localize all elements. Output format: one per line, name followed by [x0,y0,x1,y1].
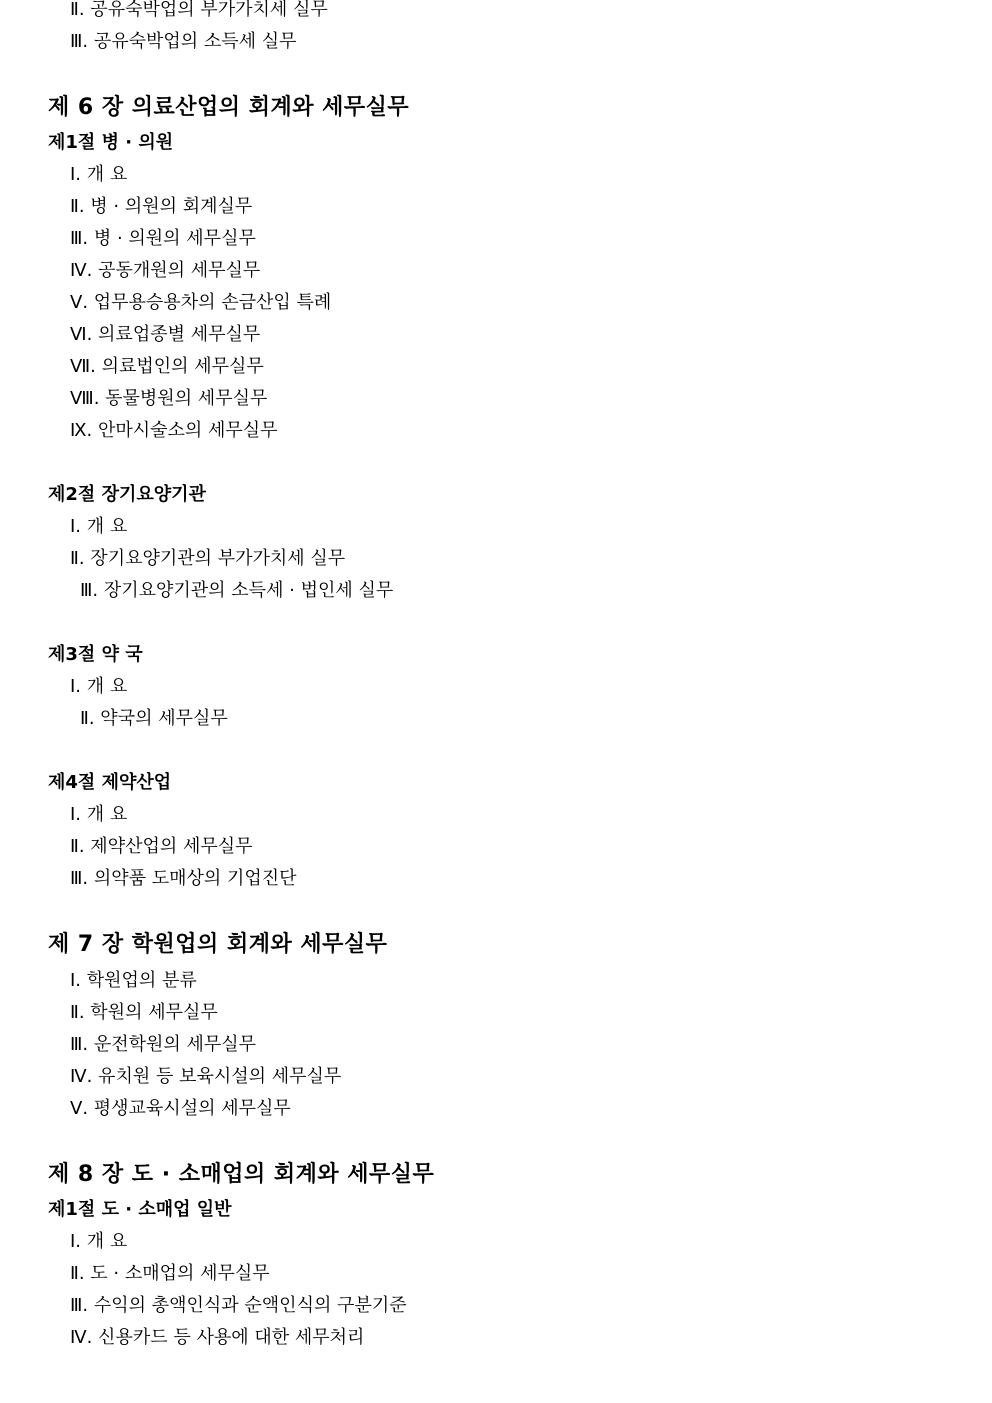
toc-item: Ⅱ. 약국의 세무실무 [80,708,228,729]
section-title: 제2절 장기요양기관 [48,484,206,505]
toc-item: Ⅱ. 도 · 소매업의 세무실무 [70,1263,270,1284]
toc-item: Ⅴ. 업무용승용차의 손금산입 특례 [70,292,332,313]
toc-item: Ⅱ. 학원의 세무실무 [70,1002,218,1023]
chapter-title: 제 7 장 학원업의 회계와 세무실무 [48,932,388,957]
toc-item: Ⅴ. 평생교육시설의 세무실무 [70,1098,291,1119]
section-title: 제1절 병 · 의원 [48,132,174,153]
toc-item: Ⅰ. 개 요 [70,516,128,537]
toc-item: Ⅶ. 의료법인의 세무실무 [70,356,264,377]
toc-item: Ⅱ. 병 · 의원의 회계실무 [70,196,253,217]
section-title: 제3절 약 국 [48,644,143,665]
toc-item: Ⅲ. 수익의 총액인식과 순액인식의 구분기준 [70,1295,407,1316]
toc-item: Ⅷ. 동물병원의 세무실무 [70,388,268,409]
toc-item: Ⅰ. 개 요 [70,1231,128,1252]
toc-item: Ⅰ. 개 요 [70,676,128,697]
toc-item: Ⅱ. 공유숙박업의 부가가치세 실무 [70,0,328,20]
toc-item: Ⅳ. 유치원 등 보육시설의 세무실무 [70,1066,342,1087]
toc-item: Ⅰ. 개 요 [70,804,128,825]
toc-item: Ⅲ. 병 · 의원의 세무실무 [70,228,256,249]
toc-item: Ⅱ. 장기요양기관의 부가가치세 실무 [70,548,346,569]
section-title: 제1절 도 · 소매업 일반 [48,1199,232,1220]
chapter-title: 제 8 장 도 · 소매업의 회계와 세무실무 [48,1162,435,1187]
section-title: 제4절 제약산업 [48,772,172,793]
toc-item: Ⅲ. 의약품 도매상의 기업진단 [70,868,297,889]
toc-item: Ⅲ. 장기요양기관의 소득세 · 법인세 실무 [80,580,394,601]
toc-item: Ⅰ. 개 요 [70,164,128,185]
toc-item: Ⅲ. 운전학원의 세무실무 [70,1034,257,1055]
toc-item: Ⅰ. 학원업의 분류 [70,970,197,991]
toc-item: Ⅱ. 제약산업의 세무실무 [70,836,253,857]
toc-item: Ⅵ. 의료업종별 세무실무 [70,324,261,345]
toc-item: Ⅲ. 공유숙박업의 소득세 실무 [70,31,297,52]
toc-item: Ⅳ. 공동개원의 세무실무 [70,260,261,281]
chapter-title: 제 6 장 의료산업의 회계와 세무실무 [48,95,410,120]
toc-item: Ⅳ. 신용카드 등 사용에 대한 세무처리 [70,1327,365,1348]
toc-item: Ⅸ. 안마시술소의 세무실무 [70,420,278,441]
